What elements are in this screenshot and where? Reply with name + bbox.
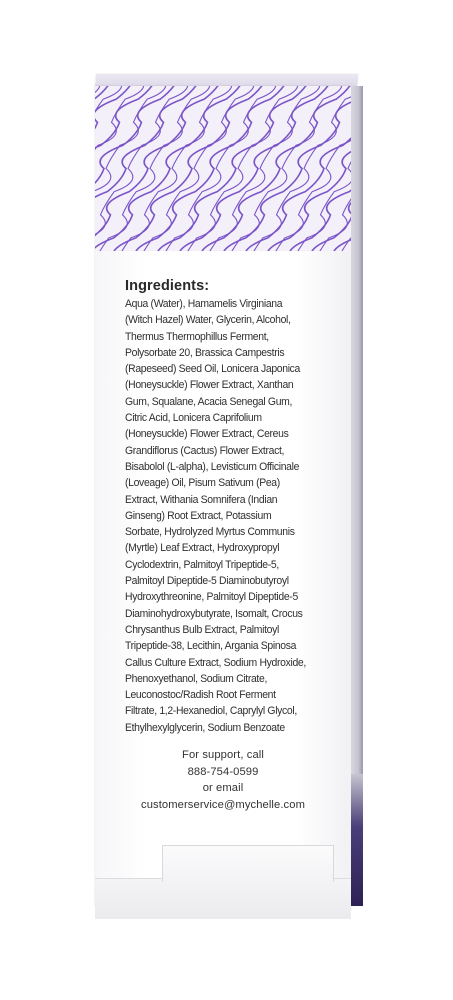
ingredients-line: Palmitoyl Dipeptide-5 Diaminobutyroyl bbox=[125, 575, 289, 588]
support-email: customerservice@mychelle.com bbox=[141, 798, 305, 811]
ingredients-line: Bisabolol (L-alpha), Levisticum Officinale bbox=[125, 460, 300, 473]
ingredients-line: Aqua (Water), Hamamelis Virginiana bbox=[125, 298, 283, 310]
ingredients-line: (Honeysuckle) Flower Extract, Xanthan bbox=[125, 379, 294, 392]
wave-line bbox=[271, 86, 351, 251]
box-side-dark-edge bbox=[351, 774, 363, 906]
ingredients-line: Ethylhexylglycerin, Sodium Benzoate bbox=[125, 721, 285, 734]
wave-line bbox=[223, 86, 351, 251]
wave-line bbox=[135, 86, 289, 251]
ingredients-line: Diaminohydroxybutyrate, Isomalt, Crocus bbox=[125, 607, 303, 620]
wave-pattern-graphic bbox=[95, 86, 351, 251]
ingredients-line: (Myrtle) Leaf Extract, Hydroxypropyl bbox=[125, 542, 280, 555]
ingredients-line: (Witch Hazel) Water, Glycerin, Alcohol, bbox=[125, 314, 291, 327]
ingredients-line: Gum, Squalane, Acacia Senegal Gum, bbox=[125, 395, 293, 408]
wave-line bbox=[289, 86, 351, 251]
ingredients-line: Filtrate, 1,2-Hexanediol, Caprylyl Glycol, bbox=[125, 705, 297, 718]
support-phone: 888-754-0599 bbox=[187, 765, 259, 778]
ingredients-line: Grandiflorus (Cactus) Flower Extract, bbox=[125, 444, 285, 457]
wave-line bbox=[179, 86, 333, 251]
ingredients-line: Cyclodextrin, Palmitoyl Tripeptide-5, bbox=[125, 558, 279, 571]
ingredients-line: Leuconostoc/Radish Root Ferment bbox=[125, 689, 276, 702]
ingredients-line: (Rapeseed) Seed Oil, Lonicera Japonica bbox=[125, 363, 301, 376]
ingredients-line: Polysorbate 20, Brassica Campestris bbox=[125, 346, 285, 359]
wave-line bbox=[249, 86, 351, 251]
wave-line bbox=[157, 86, 311, 251]
ingredients-line: (Loveage) Oil, Pisum Sativum (Pea) bbox=[125, 477, 280, 490]
wave-line bbox=[95, 86, 223, 251]
ingredients-line: Chrysanthus Bulb Extract, Palmitoyl bbox=[125, 623, 279, 636]
ingredients-line: Thermus Thermophillus Ferment, bbox=[125, 330, 269, 343]
wave-line bbox=[95, 86, 135, 251]
wave-line bbox=[95, 86, 144, 251]
purple-wave-pattern bbox=[95, 86, 351, 251]
support-contact bbox=[95, 747, 351, 813]
wave-line bbox=[113, 86, 267, 251]
support-line: For support, call bbox=[182, 749, 264, 761]
ingredients-line: Callus Culture Extract, Sodium Hydroxide, bbox=[125, 656, 306, 669]
ingredients-title: Ingredients: bbox=[125, 278, 210, 294]
ingredients-line: Hydroxythreonine, Palmitoyl Dipeptide-5 bbox=[125, 591, 298, 604]
box-tuck-tab bbox=[162, 845, 334, 882]
wave-line bbox=[95, 86, 179, 251]
wave-line bbox=[337, 86, 351, 251]
ingredients-line: Phenoxyethanol, Sodium Citrate, bbox=[125, 672, 268, 685]
ingredients-line: Sorbate, Hydrolyzed Myrtus Communis bbox=[125, 526, 295, 539]
ingredients-line: Ginseng) Root Extract, Potassium bbox=[125, 509, 272, 522]
ingredients-line: Extract, Withania Somnifera (Indian bbox=[125, 493, 278, 506]
ingredients-line: Citric Acid, Lonicera Caprifolium bbox=[125, 412, 262, 425]
ingredients-list bbox=[125, 296, 325, 736]
box-bottom-edge bbox=[95, 878, 351, 919]
ingredients-line: (Honeysuckle) Flower Extract, Cereus bbox=[125, 428, 289, 441]
wave-line bbox=[245, 86, 351, 251]
wave-line bbox=[201, 86, 351, 251]
ingredients-line: Tripeptide-38, Lecithin, Argania Spinosa bbox=[125, 640, 297, 653]
wave-line bbox=[95, 86, 188, 251]
wave-line bbox=[95, 86, 166, 251]
support-line: or email bbox=[202, 782, 244, 794]
